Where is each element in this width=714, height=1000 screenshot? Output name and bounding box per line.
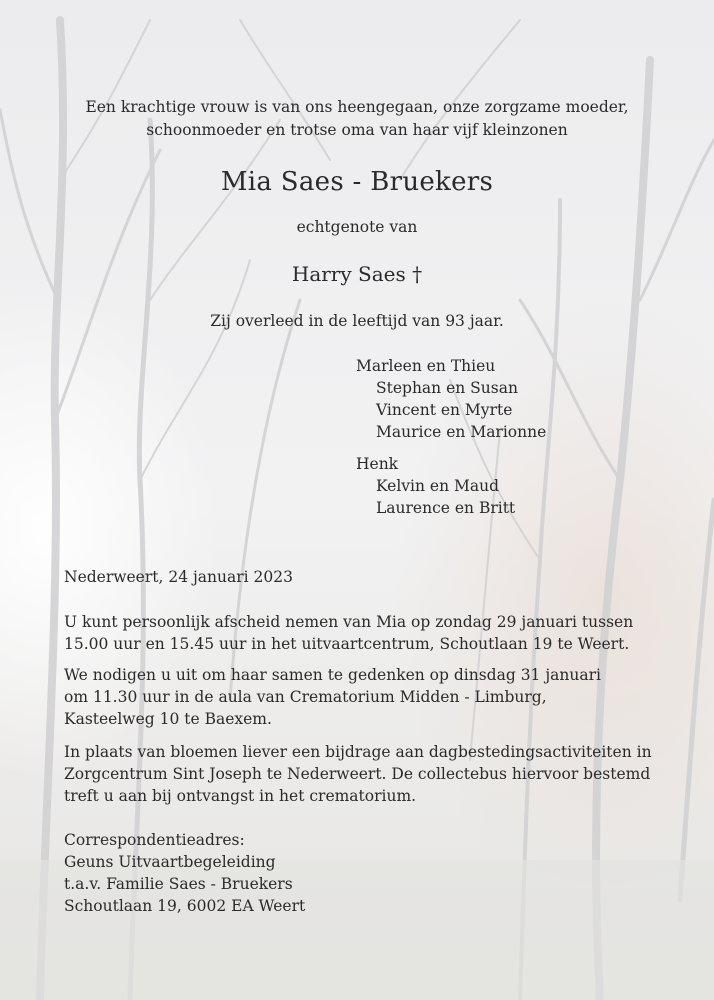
correspondence-line: t.a.v. Familie Saes - Bruekers — [64, 875, 293, 893]
intro-line-2: schoonmoeder en trotse oma van haar vijf kleinzonen — [146, 121, 568, 139]
farewell-line: U kunt persoonlijk afscheid nemen van Mia op zondag 29 januari tussen — [64, 613, 634, 631]
ceremony-line: We nodigen u uit om haar samen te gedenken op dinsdag 31 januari — [64, 666, 601, 684]
deceased-name: Mia Saes - Bruekers — [220, 167, 494, 197]
donation-line: treft u aan bij ontvangst in het crematorium. — [64, 787, 417, 805]
family-grandchild-name: Maurice en Marionne — [376, 423, 547, 441]
intro-line-1: Een krachtige vrouw is van ons heengegaan, onze zorgzame moeder, — [85, 98, 629, 116]
age-line: Zij overleed in de leeftijd van 93 jaar. — [210, 312, 504, 330]
family-grandchild-name: Stephan en Susan — [376, 379, 518, 397]
family-child-name: Henk — [356, 455, 399, 473]
family-child-name: Marleen en Thieu — [356, 357, 496, 375]
correspondence-line: Schoutlaan 19, 6002 EA Weert — [64, 897, 306, 915]
correspondence-line: Geuns Uitvaartbegeleiding — [64, 853, 276, 871]
donation-line: Zorgcentrum Sint Joseph te Nederweert. De collectebus hiervoor bestemd — [64, 765, 651, 783]
place-date: Nederweert, 24 januari 2023 — [64, 568, 293, 586]
farewell-line: 15.00 uur en 15.45 uur in het uitvaartcentrum, Schoutlaan 19 te Weert. — [64, 635, 630, 653]
correspondence-heading: Correspondentieadres: — [64, 831, 245, 849]
ceremony-line: om 11.30 uur in de aula van Crematorium Midden - Limburg, — [64, 688, 547, 706]
family-grandchild-name: Vincent en Myrte — [376, 401, 513, 419]
spouse-name: Harry Saes † — [291, 262, 423, 286]
family-grandchild-name: Kelvin en Maud — [376, 477, 500, 495]
spouse-intro: echtgenote van — [296, 218, 418, 236]
ceremony-line: Kasteelweg 10 te Baexem. — [64, 710, 272, 728]
family-grandchild-name: Laurence en Britt — [376, 499, 516, 517]
donation-line: In plaats van bloemen liever een bijdrage aan dagbestedingsactiviteiten in — [64, 743, 652, 761]
